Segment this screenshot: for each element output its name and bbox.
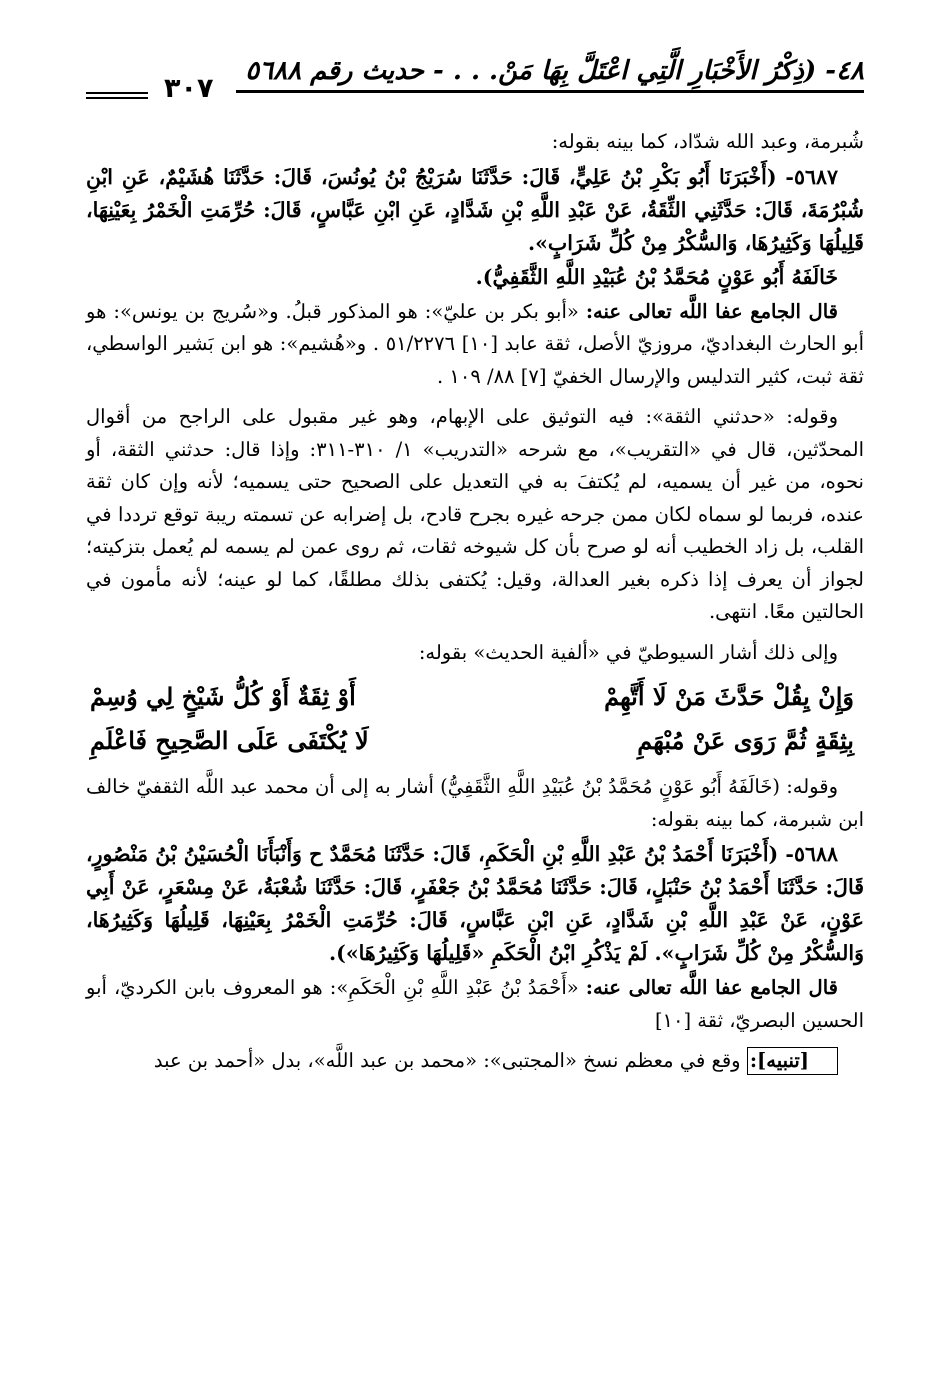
hadith-5687-khalafa: خَالَفَهُ أَبُو عَوْنٍ مُحَمَّدُ بْنُ عُبَيْدِ اللَّهِ الثَّقَفِيُّ). <box>475 264 838 289</box>
tanbih-note <box>86 1045 864 1078</box>
intro-line: شُبرمة، وعبد الله شدّاد، كما بينه بقوله: <box>551 130 864 153</box>
verse-1-first-hemistich: وَإِنْ يِقُلْ حَدَّثَ مَنْ لَا أَتَّهِمْ <box>604 682 854 711</box>
page-body <box>86 126 864 1078</box>
verse-2-second-hemistich: لَا يُكْتَفَى عَلَى الصَّحِيحِ فَاعْلَمِ <box>90 726 369 755</box>
page-number: ٣٠٧ <box>164 73 214 104</box>
tanbih-text: وقع في معظم نسخ «المجتبى»: «محمد بن عبد اللَّه»، بدل «أحمد بن عبد <box>153 1049 747 1072</box>
tanbih-label: [تنبيه]: <box>747 1047 838 1075</box>
header-title: ٤٨- (ذِكْرُ الأَخْبَارِ الَّتِي اعْتَلَّ بِهَا مَنْ. . . - حديث رقم ٥٦٨٨ <box>245 56 864 86</box>
verse-1-second-hemistich: أَوْ ثِقَةٌ أَوْ كُلُّ شَيْخٍ لِي وُسِمْ <box>90 682 356 711</box>
poem-verse-1 <box>86 675 864 719</box>
header-rule <box>236 90 864 93</box>
commentary-2-text: «أَحْمَدُ بْنُ عَبْدِ اللَّهِ بْنِ الْحَكَمِ»: هو المعروف بابن الكرديّ، أبو الحسين البصريّ، ثقة [١٠] <box>86 976 864 1032</box>
commentary-2 <box>86 972 864 1037</box>
paragraph-suyuti: وإلى ذلك أشار السيوطيّ في «ألفية الحديث» بقوله: <box>418 640 838 664</box>
poem <box>86 675 864 763</box>
commentary-1-lead: قال الجامع عفا اللَّه تعالى عنه: <box>585 299 838 323</box>
paragraph-thiqa: وقوله: «حدثني الثقة»: فيه التوثيق على الإبهام، وهو غير مقبول على الراجح من أقوال المحدّثين، قال في «التقريب»، مع شرحه «التدريب» ١/ ٣١٠-٣١١: وإذا قال: حدثني الثقة، أو نحوه، من غير أن يسميه، لم يُكتفَ به في التعديل على الصحيح حتى يسميه؛ لأنه وإن كان ثقة عنده، فربما لو سماه لكان ممن جرحه غيره بجرح قادح، بل إضرابه عن تسمته ريبة توقع ترددا في القلب، بل زاد الخطيب أنه لو صرح بأن كل شيوخه ثقات، ثم روى عمن لم يسمه لم يُعمل بتزكيته؛ لجواز أن يعرف إذا ذكره بغير العدالة، وقيل: يُكتفى بذلك مطلقًا، كما لو عينه؛ لأنه مأمون في الحالتين معًا. انتهى. <box>86 405 864 623</box>
commentary-2-lead: قال الجامع عفا اللَّه تعالى عنه: <box>585 976 838 999</box>
hadith-5688: ٥٦٨٨- (أَخْبَرَنَا أَحْمَدُ بْنُ عَبْدِ اللَّهِ بْنِ الْحَكَمِ، قَالَ: حَدَّثَنَا مُحَمَّدٌ ح وَأَنْبَأَنَا الْحُسَيْنُ بْنُ مَنْصُورٍ، قَالَ: حَدَّثَنَا أَحْمَدُ بْنُ حَنْبَلٍ، قَالَ: حَدَّثَنَا مُحَمَّدُ بْنُ جَعْفَرٍ، قَالَ: حَدَّثَنَا شُعْبَةُ، عَنْ مِسْعَرٍ، عَنْ أَبِي عَوْنٍ، عَنْ عَبْدِ اللَّهِ بْنِ شَدَّادٍ، عَنِ ابْنِ عَبَّاسٍ، قَالَ: حُرِّمَتِ الْخَمْرُ بِعَيْنِهَا، قَلِيلُهَا وَكَثِيرُهَا، وَالسُّكْرُ مِنْ كُلِّ شَرَابٍ». لَمْ يَذْكُرِ ابْنُ الْحَكَمِ «قَلِيلُهَا وَكَثِيرُهَا»). <box>86 842 864 965</box>
hadith-5687: ٥٦٨٧- (أَخْبَرَنَا أَبُو بَكْرِ بْنُ عَلِيٍّ، قَالَ: حَدَّثَنَا سُرَيْجُ بْنُ يُونُسَ، قَالَ: حَدَّثَنَا هُشَيْمٌ، عَنِ ابْنِ شُبْرُمَةَ، قَالَ: حَدَّثَنِي الثِّقَةُ، عَنْ عَبْدِ اللَّهِ بْنِ شَدَّادٍ، عَنِ ابْنِ عَبَّاسٍ، قَالَ: حُرِّمَتِ الْخَمْرُ بِعَيْنِهَا، قَلِيلُهَا وَكَثِيرُهَا، وَالسُّكْرُ مِنْ كُلِّ شَرَابٍ». <box>86 164 864 255</box>
poem-verse-2 <box>86 719 864 763</box>
header-double-rule <box>86 92 148 102</box>
running-header <box>86 52 864 104</box>
verse-2-first-hemistich: بِثِقَةٍ ثُمَّ رَوَى عَنْ مُبْهَمِ <box>637 726 854 755</box>
paragraph-khalafa: وقوله: (خَالَفَهُ أَبُو عَوْنٍ مُحَمَّدُ بْنُ عُبَيْدِ اللَّهِ الثَّقَفِيُّ) أشار به إلى أن محمد عبد اللَّه الثقفيّ خالف ابن شبرمة، كما بينه بقوله: <box>86 775 864 831</box>
commentary-1-text: «أبو بكر بن عليّ»: هو المذكور قبلُ. و«سُريج بن يونس»: هو أبو الحارث البغداديّ، مروزيّ الأصل، ثقة عابد [١٠] ٥١/٢٢٧٦ . و«هُشيم»: هو ابن بَشير الواسطي، ثقة ثبت، كثير التدليس والإرسال الخفيّ [٧] ٨٨/ ١٠٩ . <box>86 299 864 388</box>
commentary-1 <box>86 296 864 394</box>
